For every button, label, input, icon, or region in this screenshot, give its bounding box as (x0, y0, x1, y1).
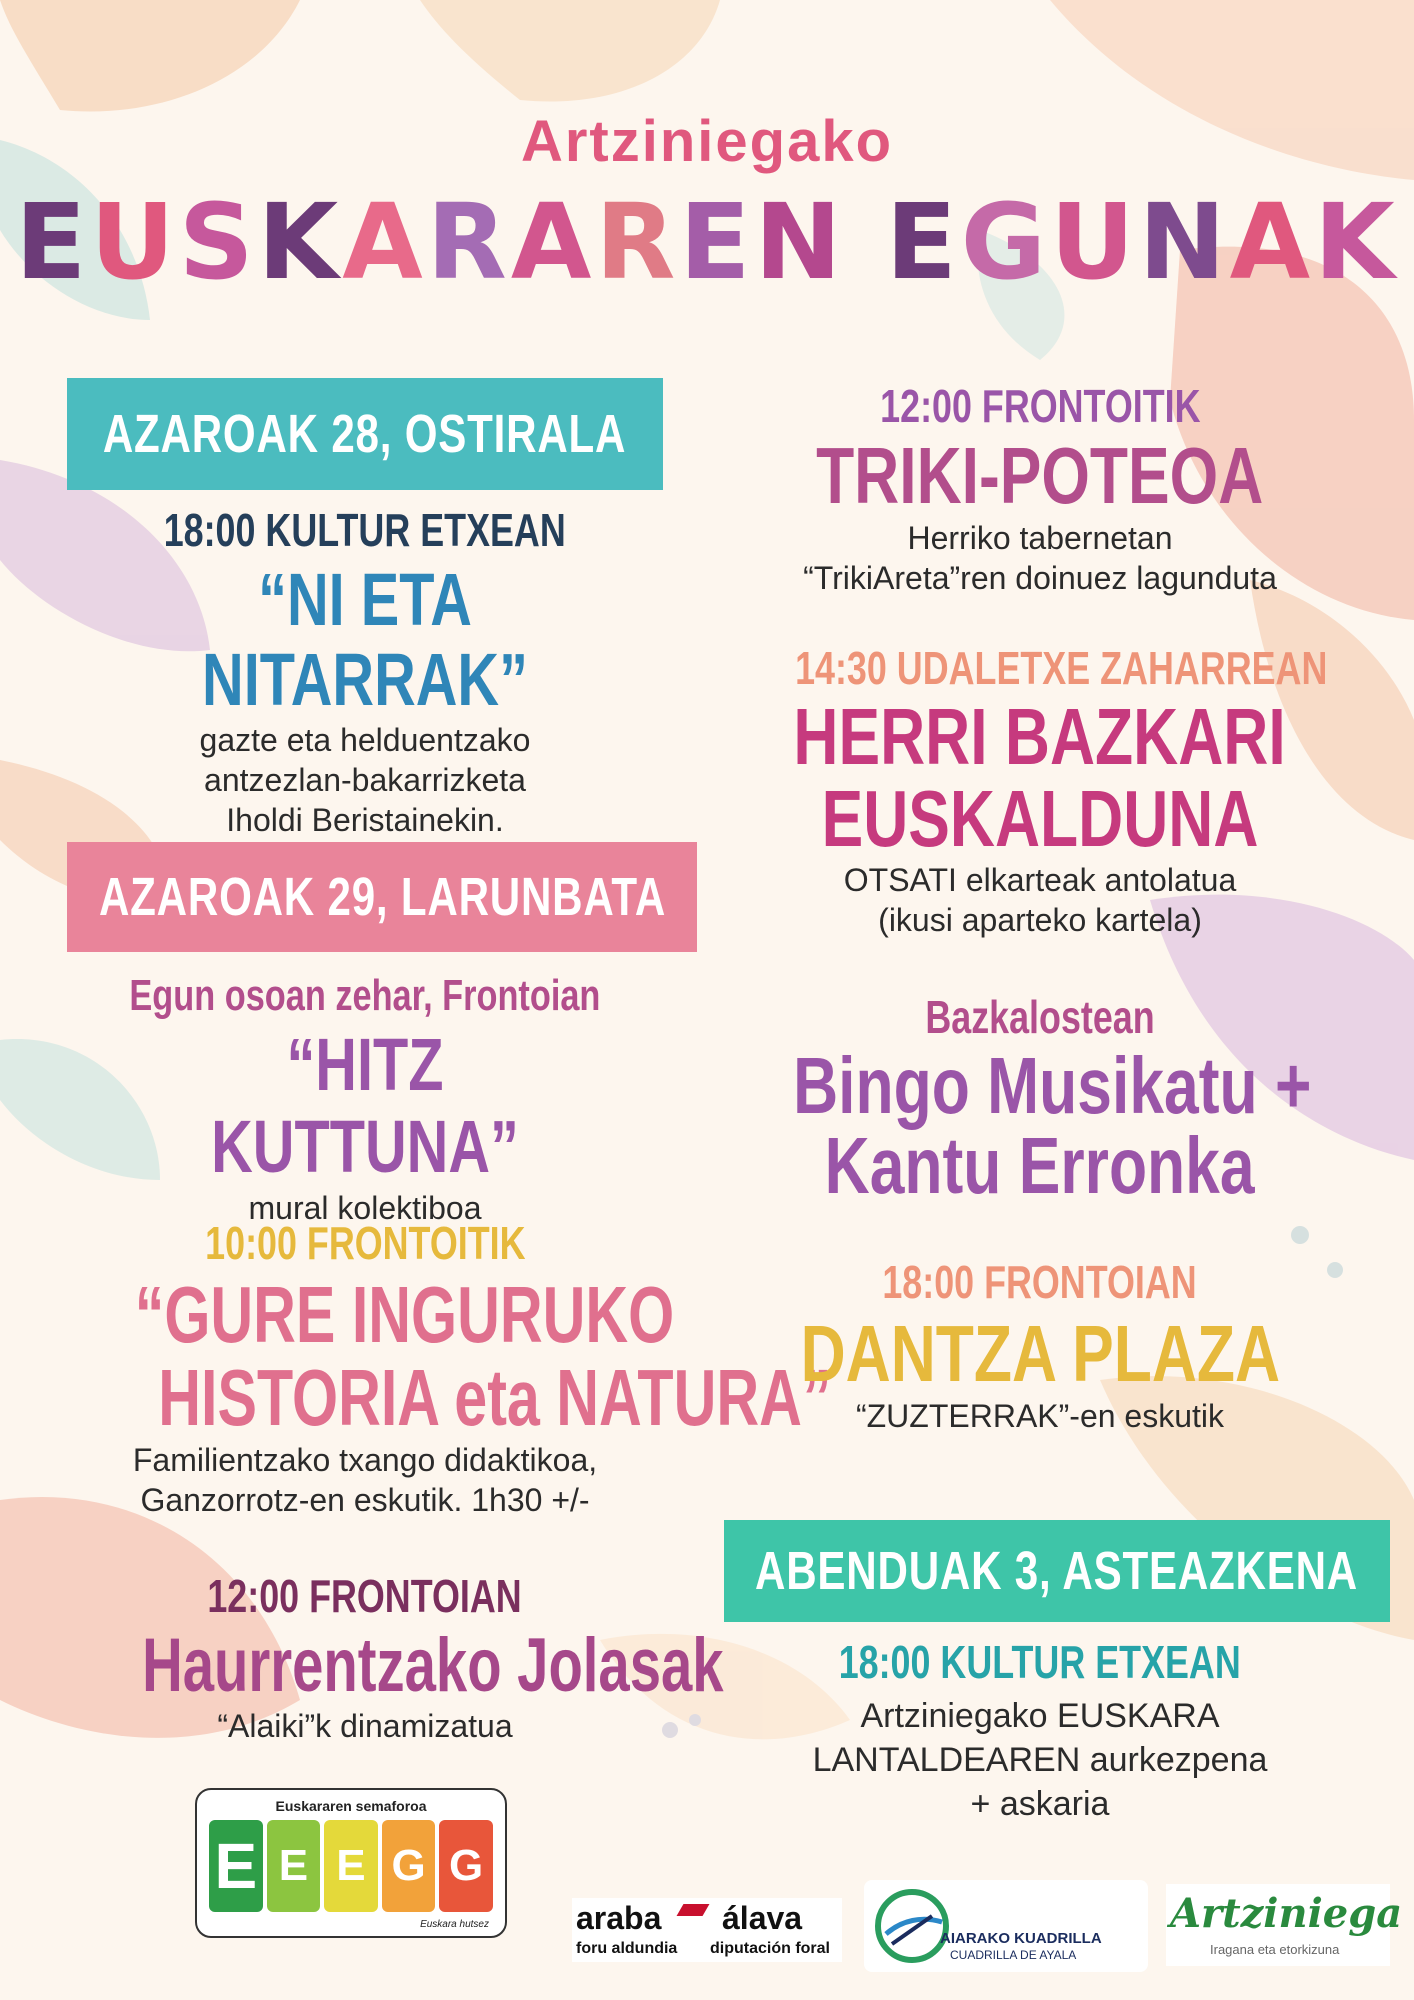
alava-text: álava (722, 1900, 803, 1936)
euskararen-semaforoa-logo (195, 1788, 507, 1938)
semaforoa-letter-block: E (324, 1820, 378, 1912)
event-desc-line: Iholdi Beristainekin. (226, 802, 504, 838)
araba-text: araba (576, 1900, 662, 1936)
semaforoa-bottom-label: Euskara hutsez (420, 1919, 489, 1930)
title-letter: E (885, 181, 961, 303)
title-letter: R (426, 181, 511, 303)
event-time: Bazkalostean (925, 991, 1155, 1043)
title-letter: K (1314, 181, 1399, 303)
event-desc-line: OTSATI elkarteak antolatua (843, 862, 1237, 898)
day2-banner (67, 842, 697, 952)
event-title: Bingo Musikatu + (793, 1041, 1312, 1130)
event-time: 10:00 FRONTOITIK (204, 1217, 526, 1269)
aiara-subtitle: CUADRILLA DE AYALA (950, 1948, 1077, 1962)
event-title: “HITZ KUTTUNA” (211, 1023, 519, 1188)
event-title: EUSKALDUNA (821, 774, 1259, 863)
event-triki-poteoa (720, 378, 1360, 598)
semaforoa-letter-block: G (439, 1820, 493, 1912)
event-desc-line: + askaria (970, 1785, 1110, 1823)
title-letter: S (178, 181, 258, 303)
diputacion-foral-text: diputación foral (710, 1940, 830, 1957)
event-time: 18:00 FRONTOIAN (882, 1256, 1198, 1308)
title-letter: N (1138, 181, 1230, 303)
title-letter: G (960, 181, 1051, 303)
semaforoa-letters (209, 1820, 493, 1912)
title-letter: E (15, 181, 91, 303)
event-gure-inguruko (40, 1212, 832, 1520)
event-title: HERRI BAZKARI (793, 692, 1287, 781)
event-time: 18:00 KULTUR ETXEAN (163, 504, 567, 556)
event-title: “GURE INGURUKO (134, 1270, 675, 1359)
title-letter: U (1050, 181, 1139, 303)
artziniega-name: Artziniega (1170, 1890, 1403, 1937)
aiara-title: AIARAKO KUADRILLA (940, 1930, 1102, 1947)
event-title: Kantu Erronka (825, 1121, 1255, 1210)
aiarako-kuadrilla-logo (864, 1880, 1148, 1972)
event-bingo-musikatu (720, 988, 1360, 1210)
artziniega-logo (1166, 1884, 1403, 1966)
title-letter: A (1229, 181, 1315, 303)
event-title: Haurrentzako Jolasak (142, 1623, 724, 1708)
event-title: “NI ETA NITARRAK” (202, 558, 528, 721)
event-title: TRIKI-POTEOA (816, 431, 1264, 520)
event-herri-bazkari (720, 640, 1360, 940)
event-euskara-lantaldea (720, 1630, 1360, 1826)
event-desc-line: “TrikiAreta”ren doinuez lagunduta (803, 560, 1277, 596)
title-letter: R (595, 181, 680, 303)
event-desc-line: Herriko tabernetan (907, 520, 1173, 556)
araba-alava-logo (572, 1898, 842, 1962)
semaforoa-top-label: Euskararen semaforoa (275, 1798, 427, 1814)
day3-banner-label: ABENDUAK 3, ASTEAZKENA (755, 1541, 1359, 1601)
header (0, 108, 1414, 175)
title-letter: U (90, 181, 179, 303)
title-letter: A (510, 181, 596, 303)
event-desc-line: gazte eta helduentzako (199, 722, 531, 758)
day1-banner (67, 378, 663, 490)
event-desc-line: mural kolektiboa (248, 1190, 482, 1226)
semaforoa-letter-block: E (209, 1820, 263, 1912)
artziniega-tagline: Iragana eta etorkizuna (1210, 1942, 1340, 1957)
semaforoa-letter-block: G (382, 1820, 436, 1912)
day2-banner-label: AZAROAK 29, LARUNBATA (98, 867, 666, 927)
title-letter: N (754, 181, 846, 303)
event-desc-line: Ganzorrotz-en eskutik. 1h30 +/- (140, 1482, 590, 1518)
event-time: Egun osoan zehar, Frontoian (129, 971, 601, 1020)
event-haurrentzako-jolasak (40, 1566, 724, 1746)
title-letter: E (679, 181, 755, 303)
event-desc-line: (ikusi aparteko kartela) (878, 902, 1202, 938)
header-subtitle: Artziniegako (520, 109, 894, 174)
event-time: 12:00 FRONTOITIK (879, 380, 1201, 432)
event-hitz-kuttuna (60, 968, 670, 1228)
event-desc-line: LANTALDEAREN aurkezpena (812, 1741, 1268, 1779)
event-title: DANTZA PLAZA (800, 1309, 1280, 1398)
event-time: 18:00 KULTUR ETXEAN (838, 1636, 1242, 1688)
foru-aldundia-text: foru aldundia (576, 1940, 678, 1957)
day1-banner-label: AZAROAK 28, OSTIRALA (103, 404, 627, 464)
event-time: 12:00 FRONTOIAN (207, 1570, 523, 1622)
event-desc-line: “ZUZTERRAK”-en eskutik (855, 1398, 1225, 1434)
title-letter (846, 181, 886, 303)
araba-red-mark (677, 1904, 710, 1916)
semaforoa-letter-block: E (267, 1820, 321, 1912)
event-time: 14:30 UDALETXE ZAHARREAN (795, 642, 1328, 694)
page-title (0, 181, 1414, 303)
title-letter: K (257, 181, 343, 303)
day3-banner (724, 1520, 1390, 1622)
aiara-emblem-icon (872, 1886, 952, 1966)
event-ni-eta-nitarrak (60, 500, 670, 840)
event-desc-line: antzezlan-bakarrizketa (204, 762, 526, 798)
event-desc-line: Familientzako txango didaktikoa, (132, 1442, 598, 1478)
event-dantza-plaza (720, 1252, 1360, 1436)
event-desc-line: “Alaiki”k dinamizatua (217, 1708, 513, 1744)
title-letter: A (342, 181, 427, 303)
event-title: HISTORIA eta NATURA” (158, 1353, 832, 1442)
event-desc-line: Artziniegako EUSKARA (860, 1697, 1220, 1735)
